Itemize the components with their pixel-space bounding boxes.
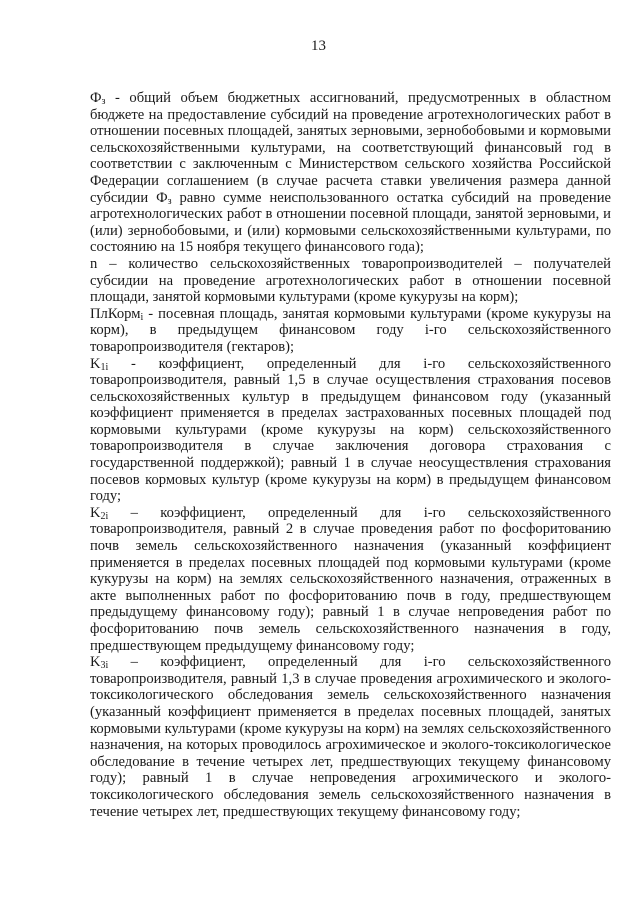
document-body — [90, 90, 611, 820]
symbol-fz: $Ф_з$ — [90, 90, 106, 107]
paragraph-k2-definition: $K_{2i}$ – коэффициент, определенный для i-го сельскохозяйственного товаропроизводителя, равный 2 в случае проведения работ по фосфоритованию почв земель сельскохозяйственного назначения (указанный коэффициент применяется в пределах посевных площадей под кормовыми культурами (кроме кукурузы на корм) на землях сельскохозяйственного назначения, отраженных в акте выполненных работ по фосфоритованию почв в году, предшествующем предыдущему финансовому году); равный 1 в случае непроведения работ по фосфоритованию почв земель сельскохозяйственного назначения в году, предшествующем предыдущему финансовому году; — [90, 504, 611, 654]
symbol-k3: $K_{3i}$ — [90, 654, 109, 672]
symbol-plkorm: ПлКорм$_i$ — [90, 305, 144, 323]
page-number: 13 — [311, 38, 326, 54]
symbol-k1: $K_{1i}$ — [90, 355, 109, 373]
paragraph-k3-definition: $K_{3i}$ – коэффициент, определенный для i-го сельскохозяйственного товаропроизводителя, равный 1,3 в случае проведения агрохимического и эколого-токсикологического обследования земель сельскохозяйственного назначения (указанный коэффициент применяется в пределах посевных площадей, занятых кормовыми культурами (кроме кукурузы на корм) на землях сельскохозяйственного назначения, на которых проводилось агрохимическое и эколого-токсикологическое обследование в течение четырех лет, предшествующих текущему финансовому году); равный 1 в случае непроведения агрохимического и эколого-токсикологического обследования земель сельскохозяйственного назначения в течение четырех лет, предшествующих текущему финансовому году; — [90, 654, 612, 820]
symbol-n: n — [90, 255, 98, 272]
paragraph-n-definition: n – количество сельскохозяйственных товаропроизводителей – получателей субсидии на проведение агротехнологических работ в отношении посевной площади, занятой кормовыми культурами (кроме кукурузы на корм); — [90, 255, 611, 306]
paragraph-plkorm-definition: ПлКорм$_i$ - посевная площадь, занятая кормовыми культурами (кроме кукурузы на корм), в предыдущем финансовом году i-го сельскохозяйственного товаропроизводителя (гектаров); — [90, 305, 611, 355]
paragraph-k1-definition: $K_{1i}$ - коэффициент, определенный для i-го сельскохозяйственного товаропроизводителя, равный 1,5 в случае осуществления страхования посевов сельскохозяйственных культур в предыдущем финансовом году (указанный коэффициент применяется в пределах застрахованных посевных площадей под кормовыми культурами (кроме кукурузы на корм) сельскохозяйственного товаропроизводителя в случае заключения договора страхования с государственной поддержкой); равный 1 в случае неосуществления страхования посевов кормовых культур (кроме кукурузы на корм) в предыдущем финансовом году; — [90, 355, 611, 505]
paragraph-fz-definition: $Ф_з$ - общий объем бюджетных ассигнований, предусмотренных в областном бюджете на предоставление субсидий на проведение агротехнологических работ в отношении посевных площадей, занятых зерновыми, зернобобовыми и кормовыми сельскохозяйственными культурами, на соответствующий финансовый год в соответствии с заключенным с Министерством сельского хозяйства Российской Федерации соглашением (в случае расчета ставки увеличения размера данной субсидии $Ф_з$ равно сумме неиспользованного остатка субсидий на проведение агротехнологических работ в отношении посевной площади, занятой зерновыми, и (или) зернобобовыми, и (или) кормовыми сельскохозяйственными культурами, по состоянию на 15 ноября текущего финансового года); — [90, 90, 611, 256]
symbol-k2: $K_{2i}$ — [90, 504, 109, 522]
